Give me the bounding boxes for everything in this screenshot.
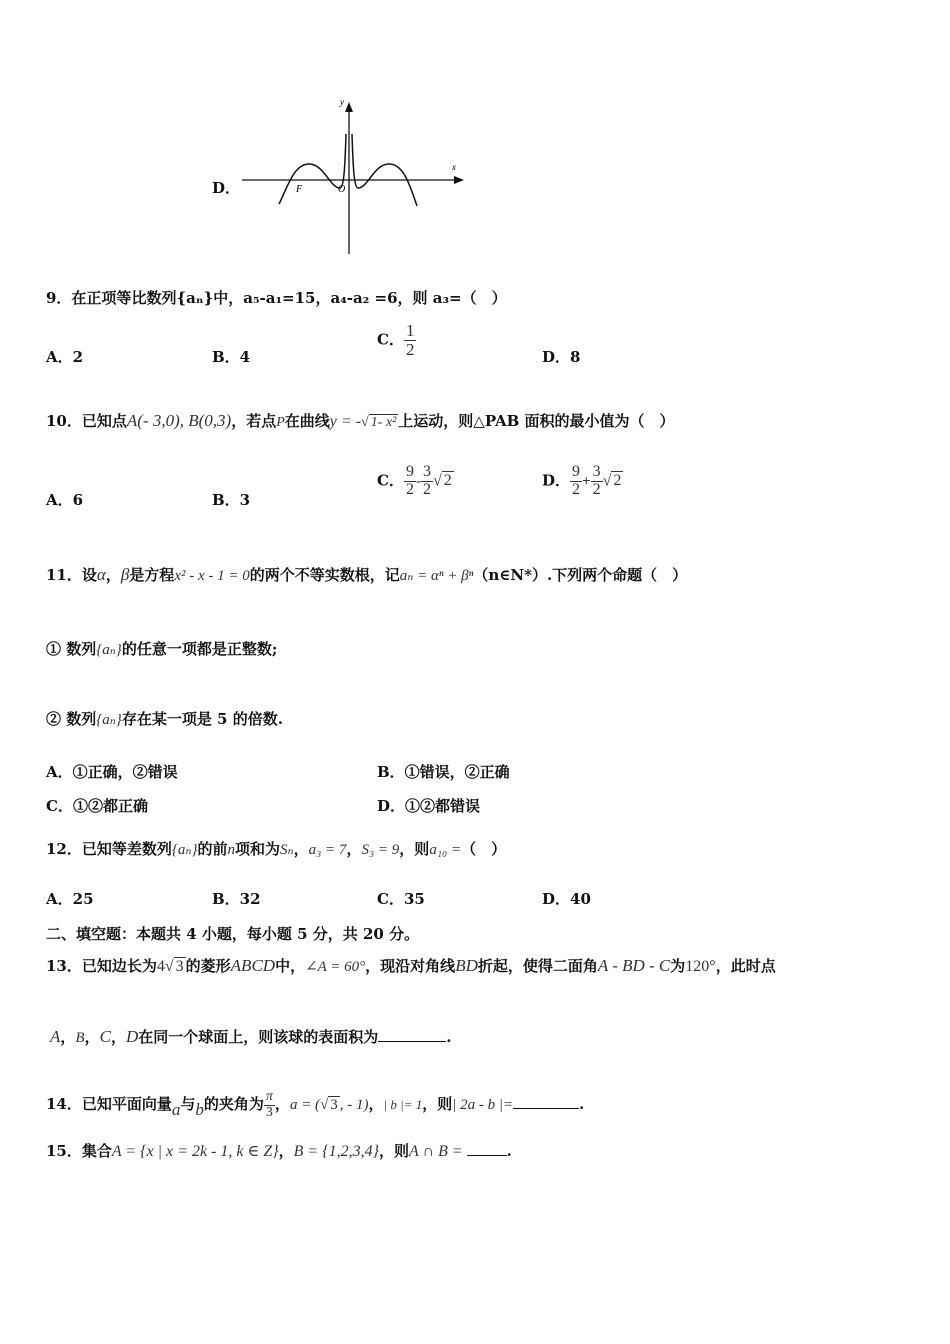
- q10-option-a: A．6: [46, 491, 84, 509]
- question-14-stem: 14．已知平面向量a与b的夹角为 $\frac{\pi}{3}$ ，a = (√ 3 , - 1)，| b |= 1，则| 2a - b |= .: [46, 1089, 585, 1120]
- question-12-stem: 12．已知等差数列{aₙ}的前n项和为Sₙ，a₃ = 7，S₃ = 9，则a₁₀ =（ ）: [46, 840, 507, 858]
- point-f-label: F: [296, 184, 303, 195]
- q13-answer-blank[interactable]: [378, 1041, 446, 1042]
- origin-label: O: [338, 184, 346, 195]
- q9-option-c: C． $\frac{1}{2}$: [377, 321, 415, 359]
- question-13-stem-line2: A，B，C，D在同一个球面上，则该球的表面积为 .: [50, 1027, 452, 1046]
- x-axis-label: x: [452, 162, 456, 172]
- q9-option-d: D．8: [542, 348, 581, 366]
- q12-option-d: D．40: [542, 890, 591, 908]
- question-10-stem: 10．已知点A(- 3,0), B(0,3)，若点P在曲线y = -√ 1- x² 上运动，则△PAB 面积的最小值为（ ）: [46, 411, 675, 430]
- q12-option-a: A．25: [46, 890, 94, 908]
- section-2-heading: 二、填空题：本题共 4 小题，每小题 5 分，共 20 分。: [46, 925, 420, 943]
- q12-option-c: C．35: [377, 890, 425, 908]
- q12-option-b: B．32: [212, 890, 261, 908]
- question-11-stem: 11．设α，β是方程x² - x - 1 = 0的两个不等实数根，记aₙ = αⁿ + βⁿ（n∈N*）.下列两个命题（ ）: [46, 565, 688, 584]
- q11-proposition-2: ② 数列{aₙ}存在某一项是 5 的倍数.: [46, 710, 283, 728]
- question-15-stem: 15．集合A = {x | x = 2k - 1, k ∈ Z}，B = {1,2,3,4}，则A ∩ B = .: [46, 1142, 512, 1160]
- q11-option-b: B．①错误，②正确: [377, 763, 510, 781]
- question-13-stem-line1: 13．已知边长为4√ 3 的菱形ABCD中，∠A = 60°，现沿对角线BD折起，使得二面角A - BD - C为120°，此时点: [46, 956, 776, 975]
- q10-option-c: C． $\frac{9}{2}$ - $\frac{3}{2}$ √ 2: [377, 463, 452, 498]
- q9-option-b: B．4: [212, 348, 251, 366]
- option-d-label: D．: [212, 179, 241, 197]
- q14-answer-blank[interactable]: [513, 1108, 579, 1109]
- q15-answer-blank[interactable]: [467, 1155, 507, 1156]
- function-graph-d: [236, 96, 472, 258]
- q11-option-d: D．①②都错误: [377, 797, 481, 815]
- q11-proposition-1: ① 数列{aₙ}的任意一项都是正整数;: [46, 640, 278, 658]
- q10-option-b: B．3: [212, 491, 251, 509]
- q9-option-a: A．2: [46, 348, 84, 366]
- y-axis-label: y: [340, 97, 344, 107]
- q10-option-d: D． $\frac{9}{2}$ + $\frac{3}{2}$ √ 2: [542, 463, 622, 498]
- question-9-stem: 9．在正项等比数列{aₙ}中，a₅-a₁=15，a₄-a₂ =6，则 a₃=（ ）: [46, 289, 507, 307]
- q11-option-a: A．①正确，②错误: [46, 763, 178, 781]
- q11-option-c: C．①②都正确: [46, 797, 148, 815]
